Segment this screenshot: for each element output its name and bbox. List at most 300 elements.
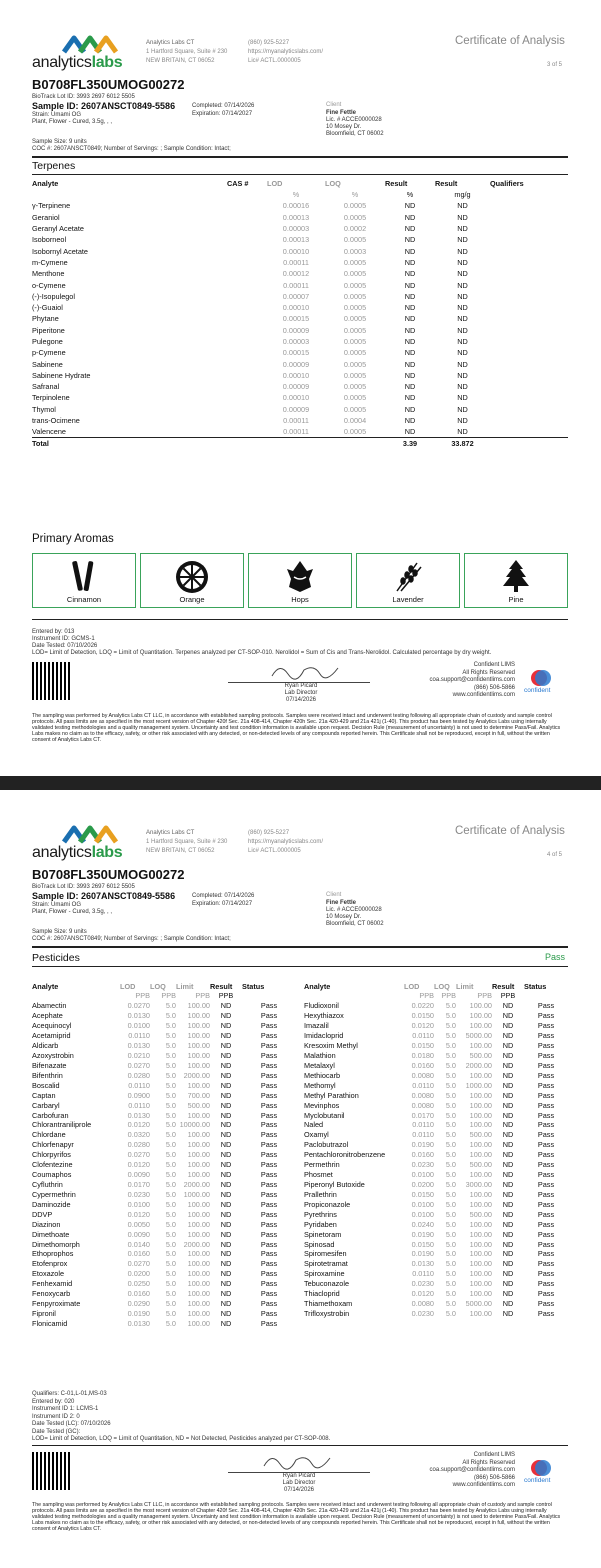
- table-header-row: [304, 981, 568, 991]
- table-cell: 5.0: [445, 1021, 456, 1031]
- table-cell: 0.0140: [127, 1239, 150, 1249]
- table-cell: 0.00010: [282, 393, 310, 403]
- table-cell: ND: [220, 1160, 232, 1170]
- signer-date: 07/14/2026: [283, 1487, 315, 1493]
- entered-by: Entered by: 013: [32, 629, 75, 635]
- table-cell: 5.0: [445, 1031, 456, 1041]
- aroma-label: Lavender: [392, 595, 424, 604]
- table-cell: 100.00: [187, 1080, 210, 1090]
- table-cell: 0.0180: [411, 1050, 434, 1060]
- table-row: [32, 1180, 296, 1190]
- table-cell: 0.0090: [127, 1229, 150, 1239]
- table-cell: ND: [457, 235, 468, 245]
- table-cell: 100.00: [187, 1219, 210, 1229]
- table-header-row: [32, 178, 568, 189]
- table-cell: ND: [404, 224, 416, 234]
- table-cell: 0.00015: [282, 314, 310, 324]
- table-cell: ND: [502, 1199, 514, 1209]
- table-cell: Pass: [260, 1110, 278, 1120]
- table-cell: ND: [502, 1031, 514, 1041]
- confident-info: [405, 1452, 515, 1490]
- instrument-id: Instrument ID: GCMS-1: [32, 636, 95, 642]
- table-cell: 100.00: [469, 1041, 492, 1051]
- col-qualifiers: Qualifiers: [490, 179, 524, 188]
- table-row: [304, 1011, 568, 1021]
- analytics-labs-logo: [32, 820, 142, 862]
- table-cell: 5.0: [165, 1249, 176, 1259]
- table-cell: ND: [220, 1150, 232, 1160]
- table-cell: 0.0090: [127, 1170, 150, 1180]
- table-cell: 5.0: [445, 1150, 456, 1160]
- table-cell: 0.0005: [343, 303, 367, 313]
- table-cell: 0.0190: [127, 1308, 150, 1318]
- table-cell: Myclobutanil: [304, 1110, 345, 1120]
- confident-line1: Confident LIMS: [473, 1452, 515, 1458]
- table-cell: Naled: [304, 1120, 324, 1130]
- confident-brand: confident: [524, 1477, 551, 1484]
- table-cell: 500.00: [469, 1209, 492, 1219]
- table-cell: 5.0: [165, 1209, 176, 1219]
- table-cell: 0.0190: [411, 1229, 434, 1239]
- confident-email[interactable]: coa.support@confidentlims.com: [429, 1467, 515, 1473]
- table-row: [32, 212, 568, 223]
- table-cell: Pass: [537, 1219, 555, 1229]
- table-cell: ND: [220, 1229, 232, 1239]
- table-cell: 0.0160: [411, 1150, 434, 1160]
- col-analyte: Analyte: [32, 981, 59, 991]
- table-cell: ND: [404, 337, 416, 346]
- table-row: [304, 1239, 568, 1249]
- table-cell: 5000.00: [465, 1299, 492, 1309]
- table-cell: 0.00011: [283, 280, 309, 290]
- table-row: [32, 1189, 296, 1199]
- table-cell: ND: [220, 1130, 232, 1140]
- table-cell: 0.0170: [127, 1179, 150, 1189]
- table-cell: 5.0: [165, 1120, 176, 1130]
- table-cell: 0.0120: [411, 1021, 434, 1031]
- table-cell: Pass: [537, 1170, 555, 1180]
- table-cell: 0.0005: [343, 314, 367, 324]
- table-cell: Isobornyl Acetate: [32, 246, 88, 256]
- table-cell: 100.00: [469, 1259, 492, 1269]
- lod-note: LOD= Limit of Detection, LOQ = Limit of Quantitation. Terpenes analyzed per CT-SOP-010. Nerolidol = Sum of Cis and Trans-Nerolidol. Calculated percentage by dry weight.: [32, 650, 492, 656]
- signature-icon: [262, 1450, 332, 1472]
- lab-address-line2: NEW BRITAIN, CT 06052: [146, 58, 215, 64]
- divider: [32, 946, 568, 948]
- table-cell: 0.0170: [411, 1110, 434, 1120]
- table-cell: ND: [404, 348, 416, 358]
- table-cell: Pass: [537, 1209, 555, 1219]
- table-row: [32, 291, 568, 302]
- signer-date: 07/14/2026: [285, 697, 317, 703]
- table-cell: 0.0005: [343, 269, 367, 279]
- table-cell: 0.0270: [127, 1259, 150, 1269]
- col-analyte: Analyte: [304, 981, 331, 991]
- date-tested-gc: Date Tested (GC):: [32, 1428, 81, 1435]
- table-cell: 5.0: [445, 1060, 456, 1070]
- table-row: [32, 415, 568, 426]
- table-cell: Pass: [260, 1209, 278, 1219]
- table-cell: ND: [220, 1199, 232, 1209]
- table-cell: 5.0: [445, 1100, 456, 1110]
- table-cell: 5.0: [445, 1299, 456, 1309]
- table-cell: 5.0: [445, 1080, 456, 1090]
- aroma-label: Hops: [291, 595, 309, 604]
- table-cell: 5.0: [165, 1189, 176, 1199]
- table-cell: Pass: [260, 1031, 278, 1041]
- table-cell: 0.0250: [127, 1279, 150, 1289]
- table-cell: ND: [220, 1189, 232, 1199]
- table-cell: ND: [457, 393, 468, 403]
- table-cell: ND: [502, 1050, 514, 1060]
- table-row: [32, 1090, 296, 1100]
- table-cell: ND: [220, 1179, 232, 1189]
- qr-code-icon[interactable]: [32, 662, 70, 700]
- table-cell: Pass: [260, 1318, 278, 1328]
- table-cell: 0.0110: [412, 1031, 434, 1041]
- table-cell: 100.00: [469, 1140, 492, 1150]
- table-cell: Phosmet: [304, 1170, 333, 1180]
- table-cell: Coumaphos: [32, 1170, 72, 1180]
- qualifiers: Qualifiers: C-01,L-01,MS-03: [32, 1391, 107, 1397]
- table-cell: 5.0: [165, 1269, 176, 1279]
- confident-website[interactable]: www.confidentlims.com: [452, 692, 515, 698]
- table-cell: Dimethoate: [32, 1229, 70, 1239]
- table-cell: ND: [457, 337, 468, 346]
- table-cell: 0.0110: [412, 1120, 434, 1130]
- qr-code-icon[interactable]: [32, 1452, 70, 1490]
- logo-wordmark: [32, 844, 122, 862]
- table-cell: ND: [220, 1269, 232, 1279]
- table-row: [32, 404, 568, 415]
- table-cell: Pass: [260, 1070, 278, 1080]
- table-cell: ND: [220, 1140, 232, 1150]
- table-row: [304, 1051, 568, 1061]
- table-cell: Geraniol: [32, 212, 60, 222]
- client-address-2: Bloomfield, CT 06002: [326, 921, 384, 927]
- unit-lod: %: [292, 190, 300, 200]
- col-result: Result: [492, 981, 515, 991]
- table-cell: 3000.00: [465, 1179, 492, 1189]
- total-cell: 3.39: [402, 438, 418, 448]
- table-cell: Pass: [260, 1189, 278, 1199]
- table-cell: 5.0: [445, 1120, 456, 1130]
- table-cell: Pass: [260, 1150, 278, 1160]
- table-cell: 0.0005: [343, 257, 367, 267]
- table-cell: Pass: [537, 1001, 555, 1011]
- table-cell: [227, 415, 267, 426]
- table-cell: Fenhexamid: [32, 1279, 73, 1289]
- table-cell: [227, 257, 267, 268]
- table-cell: ND: [457, 291, 468, 301]
- table-cell: 100.00: [469, 1279, 492, 1289]
- table-cell: ND: [502, 1269, 514, 1279]
- table-row: [32, 370, 568, 381]
- table-cell: o-Cymene: [32, 280, 66, 290]
- table-cell: ND: [220, 1219, 232, 1229]
- table-cell: 100.00: [187, 1279, 210, 1289]
- table-cell: (-)-Guaiol: [32, 303, 63, 313]
- table-row: [32, 1239, 296, 1249]
- table-cell: Chlordane: [32, 1130, 66, 1140]
- table-cell: Hexythiazox: [304, 1011, 344, 1021]
- table-cell: 5.0: [165, 1140, 176, 1150]
- table-cell: 2000.00: [183, 1179, 210, 1189]
- table-cell: Pass: [260, 1060, 278, 1070]
- table-cell: ND: [220, 1299, 232, 1309]
- table-cell: 500.00: [469, 1130, 492, 1140]
- table-cell: 5.0: [165, 1041, 176, 1051]
- table-cell: Chlorantraniliprole: [32, 1120, 92, 1130]
- table-cell: Pass: [537, 1179, 555, 1189]
- col-result-pct: Result: [385, 179, 408, 188]
- table-cell: 0.0150: [411, 1041, 434, 1051]
- table-cell: Menthone: [32, 269, 65, 279]
- table-row: [32, 1041, 296, 1051]
- table-cell: Pass: [260, 1269, 278, 1279]
- lab-phone: (860) 925-5227: [248, 830, 290, 836]
- table-cell: 0.0005: [343, 337, 367, 346]
- table-row: [304, 1060, 568, 1070]
- table-cell: [227, 325, 267, 336]
- table-cell: Spinetoram: [304, 1229, 342, 1239]
- table-cell: Pass: [537, 1080, 555, 1090]
- table-row: [32, 1199, 296, 1209]
- table-row: [32, 1100, 296, 1110]
- table-cell: [227, 313, 267, 324]
- table-cell: 0.0120: [411, 1289, 434, 1299]
- table-cell: Chlorpyrifos: [32, 1150, 71, 1160]
- table-cell: [227, 279, 267, 290]
- table-cell: 0.0130: [127, 1041, 150, 1051]
- table-row: [304, 1269, 568, 1279]
- table-cell: Methomyl: [304, 1080, 336, 1090]
- table-cell: ND: [220, 1279, 232, 1289]
- client-address-1: 10 Mosey Dr.: [326, 124, 362, 130]
- table-row: [304, 1309, 568, 1319]
- table-cell: 0.00012: [282, 269, 310, 279]
- table-cell: 5.0: [445, 1279, 456, 1289]
- table-cell: ND: [404, 404, 416, 414]
- logo-wordmark: [32, 54, 122, 72]
- date-tested: Date Tested: 07/10/2026: [32, 643, 98, 649]
- table-cell: Paclobutrazol: [304, 1140, 349, 1150]
- table-cell: 0.00013: [282, 235, 310, 245]
- table-cell: 100.00: [187, 1140, 210, 1150]
- table-cell: Thiamethoxam: [304, 1299, 353, 1309]
- strain: Strain: Umami OG: [32, 902, 82, 908]
- table-cell: 5.0: [165, 1299, 176, 1309]
- table-cell: ND: [404, 416, 416, 426]
- table-cell: Sabinene: [32, 359, 63, 369]
- confident-line2: All Rights Reserved: [462, 1459, 515, 1466]
- table-cell: 100.00: [187, 1289, 210, 1299]
- total-cell: 33.872: [451, 438, 474, 448]
- table-cell: Bifenazate: [32, 1060, 67, 1070]
- table-cell: Cyfluthrin: [32, 1179, 63, 1189]
- table-cell: ND: [457, 201, 468, 211]
- table-cell: Aldicarb: [32, 1041, 59, 1051]
- table-row: [304, 1130, 568, 1140]
- terpenes-table: [32, 178, 568, 449]
- strain: Strain: Umami OG: [32, 112, 82, 118]
- table-cell: 0.0004: [343, 416, 367, 426]
- table-cell: Pentachloronitrobenzene: [304, 1150, 386, 1160]
- table-cell: 0.0005: [343, 382, 367, 392]
- table-cell: Pass: [260, 1199, 278, 1209]
- pine-icon: [501, 559, 531, 595]
- client-license: Lic. # ACCE0000028: [326, 117, 382, 123]
- table-cell: 10000.00: [179, 1120, 210, 1130]
- table-cell: 0.0270: [127, 1150, 150, 1160]
- table-cell: [227, 392, 267, 403]
- table-cell: ND: [220, 1209, 232, 1219]
- table-cell: 5.0: [165, 1318, 176, 1328]
- table-cell: [227, 336, 267, 347]
- cinnamon-icon: [69, 559, 99, 593]
- table-cell: Fenpyroximate: [32, 1299, 81, 1309]
- table-cell: ND: [502, 1140, 514, 1150]
- table-cell: 0.0080: [411, 1070, 434, 1080]
- table-cell: ND: [220, 1021, 232, 1031]
- sample-id: Sample ID: 2607ANSCT0849-5586: [32, 891, 176, 901]
- table-cell: ND: [502, 1060, 514, 1070]
- table-cell: 0.0120: [127, 1120, 150, 1130]
- table-cell: 0.00011: [283, 416, 309, 426]
- table-cell: 5.0: [445, 1189, 456, 1199]
- table-cell: 0.0230: [127, 1189, 150, 1199]
- table-row: [32, 392, 568, 403]
- table-cell: 2000.00: [183, 1239, 210, 1249]
- table-cell: Pass: [537, 1308, 555, 1318]
- table-cell: 0.0050: [127, 1219, 150, 1229]
- table-cell: trans-Ocimene: [32, 416, 80, 426]
- table-row: [32, 1080, 296, 1090]
- table-cell: 5.0: [445, 1160, 456, 1170]
- table-cell: 0.0220: [411, 1001, 434, 1011]
- table-cell: ND: [502, 1080, 514, 1090]
- table-cell: 0.0270: [127, 1001, 150, 1011]
- table-row: [32, 1060, 296, 1070]
- table-cell: ND: [502, 1229, 514, 1239]
- col-loq: LOQ: [325, 179, 341, 188]
- table-cell: ND: [404, 303, 416, 313]
- unit-result: PPB: [500, 991, 516, 1001]
- table-cell: 5.0: [445, 1199, 456, 1209]
- signer-name: Ryan Picard: [284, 683, 318, 689]
- table-cell: ND: [502, 1170, 514, 1180]
- confident-website[interactable]: www.confidentlims.com: [452, 1482, 515, 1488]
- table-cell: ND: [457, 370, 468, 380]
- table-cell: Pass: [537, 1140, 555, 1150]
- table-cell: Pass: [537, 1100, 555, 1110]
- unit-lod: PPB: [419, 991, 434, 1001]
- table-cell: ND: [457, 257, 468, 267]
- table-cell: 5.0: [445, 1011, 456, 1021]
- table-cell: 100.00: [469, 1170, 492, 1180]
- page-separator: [0, 776, 601, 790]
- table-cell: 5.0: [445, 1130, 456, 1140]
- unit-limit: PPB: [477, 991, 492, 1001]
- table-cell: Spirotetramat: [304, 1259, 348, 1269]
- table-cell: 0.00011: [283, 427, 309, 437]
- table-cell: ND: [404, 269, 416, 279]
- table-cell: ND: [220, 1011, 232, 1021]
- table-cell: 100.00: [469, 1199, 492, 1209]
- table-cell: 100.00: [187, 1160, 210, 1170]
- logo-wordmark-a: analytics: [32, 54, 92, 71]
- table-cell: ND: [457, 314, 468, 324]
- table-cell: 0.0110: [128, 1080, 150, 1090]
- confident-line2: All Rights Reserved: [462, 669, 515, 676]
- table-cell: Pass: [537, 1259, 555, 1269]
- confident-email[interactable]: coa.support@confidentlims.com: [429, 677, 515, 683]
- table-units-row: [32, 991, 296, 1001]
- aroma-hops: [248, 553, 352, 608]
- table-cell: [227, 212, 267, 223]
- table-cell: 100.00: [469, 1150, 492, 1160]
- table-cell: 0.00009: [282, 359, 310, 369]
- table-row: [304, 1070, 568, 1080]
- table-cell: 500.00: [187, 1100, 210, 1110]
- table-cell: 500.00: [469, 1160, 492, 1170]
- table-cell: 100.00: [187, 1130, 210, 1140]
- table-cell: 1000.00: [465, 1080, 492, 1090]
- unit-result-mgg: mg/g: [454, 190, 471, 200]
- table-cell: 5.0: [165, 1279, 176, 1289]
- table-cell: 1000.00: [183, 1189, 210, 1199]
- table-cell: [227, 358, 267, 369]
- table-cell: ND: [220, 1050, 232, 1060]
- table-cell: Permethrin: [304, 1160, 340, 1170]
- table-cell: Thiacloprid: [304, 1289, 340, 1299]
- table-cell: 100.00: [187, 1269, 210, 1279]
- table-row: [32, 1269, 296, 1279]
- table-cell: 5.0: [165, 1259, 176, 1269]
- table-cell: [227, 347, 267, 358]
- table-row: [32, 279, 568, 290]
- table-row: [32, 1021, 296, 1031]
- table-cell: Piperitone: [32, 325, 65, 335]
- table-cell: ND: [220, 1110, 232, 1120]
- table-cell: 0.0230: [411, 1279, 434, 1289]
- table-row: [32, 223, 568, 234]
- table-cell: 5.0: [165, 1070, 176, 1080]
- table-cell: Sabinene Hydrate: [32, 370, 91, 380]
- table-cell: 0.00010: [282, 303, 310, 313]
- lab-license: Lic# ACTL.0000005: [248, 848, 301, 854]
- total-cell: Total: [32, 438, 49, 448]
- table-cell: Acephate: [32, 1011, 63, 1021]
- table-cell: 0.0190: [411, 1140, 434, 1150]
- table-cell: 0.0290: [127, 1299, 150, 1309]
- table-cell: Fludioxonil: [304, 1001, 339, 1011]
- table-row: [32, 1150, 296, 1160]
- table-row: [304, 1160, 568, 1170]
- aroma-label: Pine: [508, 595, 524, 604]
- table-cell: [227, 223, 267, 234]
- table-row: [304, 1219, 568, 1229]
- table-cell: ND: [220, 1259, 232, 1269]
- date-tested-lc: Date Tested (LC): 07/10/2026: [32, 1421, 111, 1427]
- entered-by: Entered by: 020: [32, 1398, 75, 1405]
- table-cell: [227, 302, 267, 313]
- table-cell: ND: [220, 1100, 232, 1110]
- table-cell: 100.00: [469, 1289, 492, 1299]
- table-cell: Chlorfenapyr: [32, 1140, 74, 1150]
- table-cell: Pass: [537, 1031, 555, 1041]
- table-cell: 0.0005: [343, 427, 367, 437]
